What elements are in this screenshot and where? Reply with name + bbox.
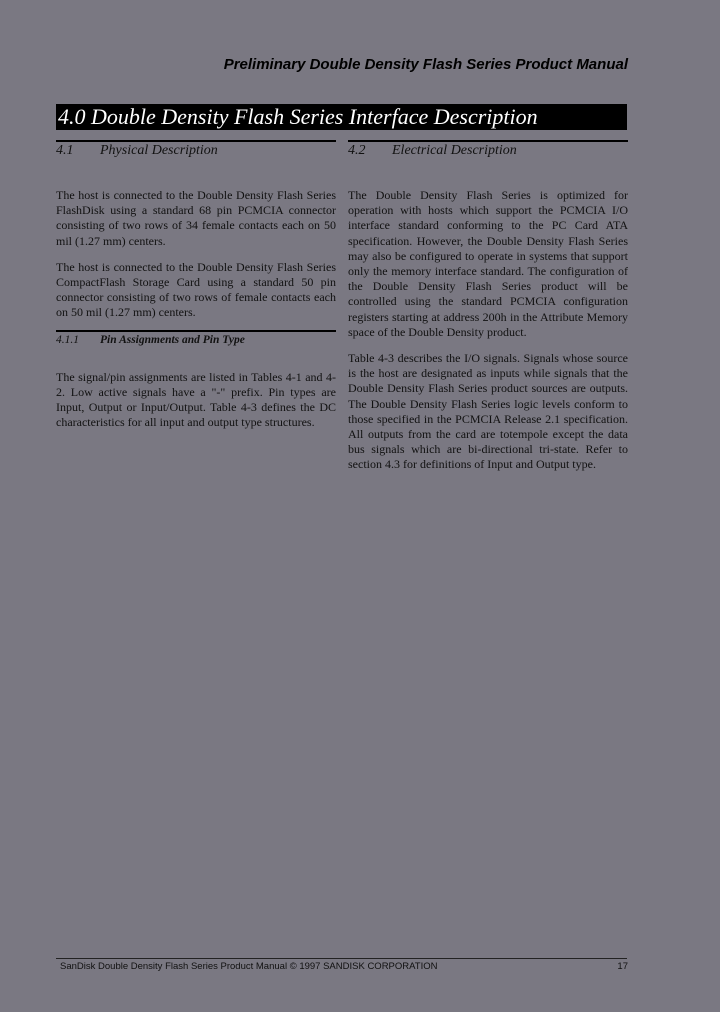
heading-number: 4.2 (348, 143, 366, 158)
paragraph: The host is connected to the Double Density Flash Series FlashDisk using a standard 68 pin PCMCIA connector consisting of two rows of 34 female contacts each on 50 mil (1.27 mm) centers. (56, 188, 336, 248)
page-number: 17 (617, 961, 628, 972)
paragraph: The signal/pin assignments are listed in Tables 4-1 and 4-2. Low active signals have a "-" prefix. Pin types are Input, Output or Input/Output. Table 4-3 defines the DC characteristics for all input and output type structures. (56, 369, 336, 430)
paragraph: Table 4-3 describes the I/O signals. Signals whose source is the host are designated as inputs while signals that the Double Density Flash Series product sources are outputs. The Double Density Flash Series logic levels conform to those specified in the PCMCIA Release 2.1 specification. All outputs from the card are totempole except the data bus signals which are bi-directional tri-state. Refer to section 4.3 for definitions of Input and Output type. (348, 351, 628, 472)
footer-divider (56, 958, 627, 959)
pin-assignments-heading (56, 330, 336, 348)
electrical-description-heading (348, 140, 628, 160)
subheading-number: 4.1.1 (56, 333, 79, 346)
paragraph: The Double Density Flash Series is optimized for operation with hosts which support the PCMCIA I/O interface standard conforming to the PC Card ATA specification. However, the Double Density Flash Series may also be configured to operate in systems that support only the memory interface standard. The configuration of the Double Density Flash Series product will be controlled using the standard PCMCIA configuration registers starting at address 200h in the Attribute Memory space of the Double Density product. (348, 188, 628, 339)
physical-description-heading (56, 140, 336, 160)
section-title: 4.0 Double Density Flash Series Interface Description (56, 104, 627, 130)
left-column (56, 140, 336, 430)
page-header-title: Preliminary Double Density Flash Series Product Manual (223, 56, 628, 73)
heading-number: 4.1 (56, 143, 74, 158)
right-column (348, 140, 628, 473)
footer-copyright: SanDisk Double Density Flash Series Product Manual © 1997 SANDISK CORPORATION (60, 961, 438, 972)
subheading-text: Pin Assignments and Pin Type (100, 333, 245, 346)
heading-text: Physical Description (100, 143, 218, 158)
heading-text: Electrical Description (392, 143, 517, 158)
paragraph: The host is connected to the Double Density Flash Series CompactFlash Storage Card using a standard 50 pin connector consisting of two rows of female contacts each on 50 mil (1.27 mm) centers. (56, 259, 336, 320)
